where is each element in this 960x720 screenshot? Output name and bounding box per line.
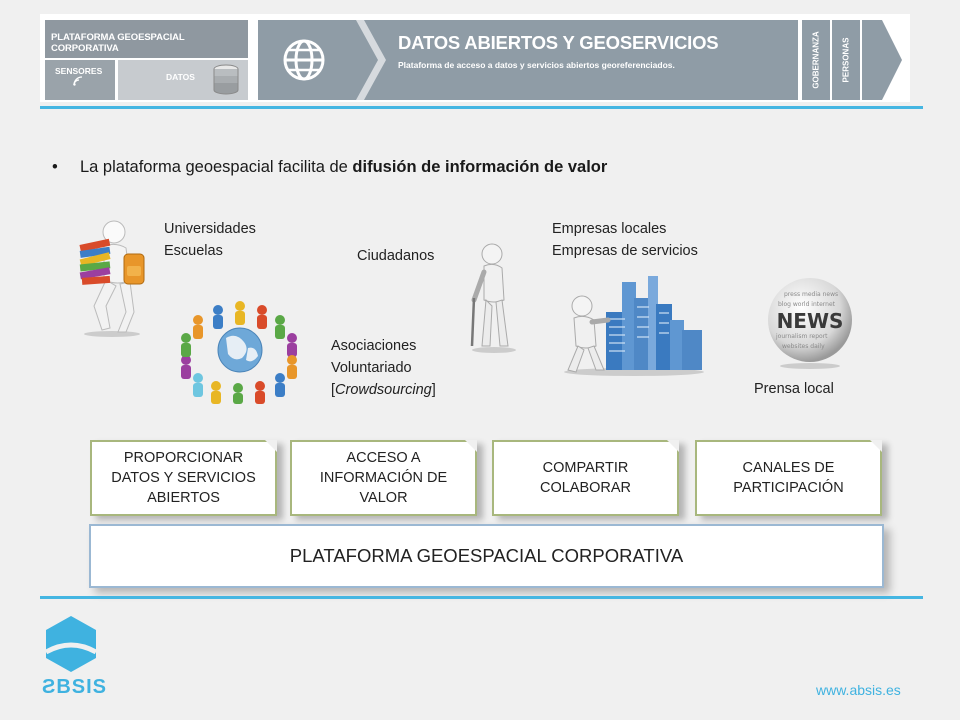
svg-text:journalism report: journalism report	[776, 333, 828, 340]
tab-personas-label: PERSONAS	[841, 37, 851, 83]
box-compartir[interactable]	[492, 440, 679, 516]
header-left-panel	[45, 20, 248, 100]
business-buildings-icon	[562, 272, 706, 376]
universidades-line: Universidades	[164, 221, 256, 237]
header-divider-chevron	[356, 20, 386, 100]
svg-text:websites daily: websites daily	[782, 343, 825, 350]
box-proporcionar[interactable]	[90, 440, 277, 516]
svg-text:press media news: press media news	[784, 291, 839, 298]
box-line: PARTICIPACIÓN	[733, 480, 844, 496]
header-title: DATOS ABIERTOS Y GEOSERVICIOS	[398, 32, 719, 53]
crowd-italic: Crowdsourcing	[335, 382, 432, 398]
citizen-with-cane-icon	[466, 242, 522, 354]
box-line: PROPORCIONAR	[123, 450, 244, 466]
box-line: DATOS Y SERVICIOS	[111, 470, 256, 486]
box-compartir-text	[540, 458, 631, 498]
news-badge-text: NEWS	[776, 309, 844, 333]
crowd-close: ]	[431, 382, 436, 398]
plataforma-tile[interactable]: PLATAFORMA GEOESPACIAL CORPORATIVA	[45, 20, 248, 58]
box-proporcionar-text	[111, 448, 256, 508]
asociaciones-line: Asociaciones	[331, 338, 417, 354]
prensa-label: Prensa local	[754, 381, 834, 397]
universidades-label	[164, 218, 256, 262]
intro-text-bold: difusión de información de valor	[352, 158, 608, 176]
crowdsourcing-line	[331, 379, 436, 401]
signal-icon	[73, 76, 105, 89]
student-with-books-icon	[74, 218, 154, 338]
crowd-open: [	[331, 382, 336, 398]
sensores-label: SENSORES	[55, 66, 103, 76]
box-line: COMPARTIR	[542, 460, 629, 476]
escuelas-line: Escuelas	[164, 243, 223, 259]
box-line: VALOR	[359, 490, 408, 506]
header-banner	[40, 14, 910, 102]
top-divider	[40, 106, 923, 109]
empresas-label	[552, 218, 698, 262]
box-acceso[interactable]	[290, 440, 477, 516]
asociaciones-label	[331, 335, 436, 401]
tab-gobernanza-label: GOBERNANZA	[811, 31, 821, 89]
header-arrow-icon[interactable]	[862, 20, 902, 100]
tab-gobernanza[interactable]	[802, 20, 830, 100]
globe-icon	[282, 38, 326, 82]
datos-label: DATOS	[166, 72, 195, 82]
absis-logo-text: ƧBSIS	[42, 676, 108, 698]
intro-text-normal: La plataforma geoespacial facilita de	[80, 158, 353, 176]
bullet-marker: •	[52, 158, 58, 176]
bottom-divider	[40, 596, 923, 599]
box-line: CANALES DE	[742, 460, 835, 476]
tab-personas[interactable]	[832, 20, 860, 100]
website-link[interactable]: www.absis.es	[816, 682, 901, 698]
box-acceso-text	[320, 448, 447, 508]
box-canales-text	[733, 458, 843, 498]
platform-bar[interactable]: PLATAFORMA GEOESPACIAL CORPORATIVA	[89, 524, 884, 588]
intro-text	[80, 158, 607, 177]
absis-logo-icon	[42, 614, 100, 676]
empresas-servicios-line: Empresas de servicios	[552, 243, 698, 259]
box-line: INFORMACIÓN DE	[319, 470, 448, 486]
box-canales[interactable]	[695, 440, 882, 516]
community-circle-icon	[176, 298, 304, 404]
sensores-tile[interactable]	[45, 60, 115, 100]
ciudadanos-label: Ciudadanos	[357, 248, 435, 264]
box-line: COLABORAR	[539, 480, 632, 496]
news-sphere-icon	[764, 276, 856, 370]
svg-text:blog world internet: blog world internet	[778, 301, 836, 308]
voluntariado-line: Voluntariado	[331, 360, 412, 376]
empresas-locales-line: Empresas locales	[552, 221, 667, 237]
header-main-panel[interactable]	[258, 20, 798, 100]
box-line: ACCESO A	[346, 450, 421, 466]
database-icon	[212, 64, 240, 96]
header-subtitle: Plataforma de acceso a datos y servicios abiertos georeferenciados.	[398, 60, 675, 70]
box-line: ABIERTOS	[147, 490, 220, 506]
datos-tile[interactable]	[118, 60, 248, 100]
